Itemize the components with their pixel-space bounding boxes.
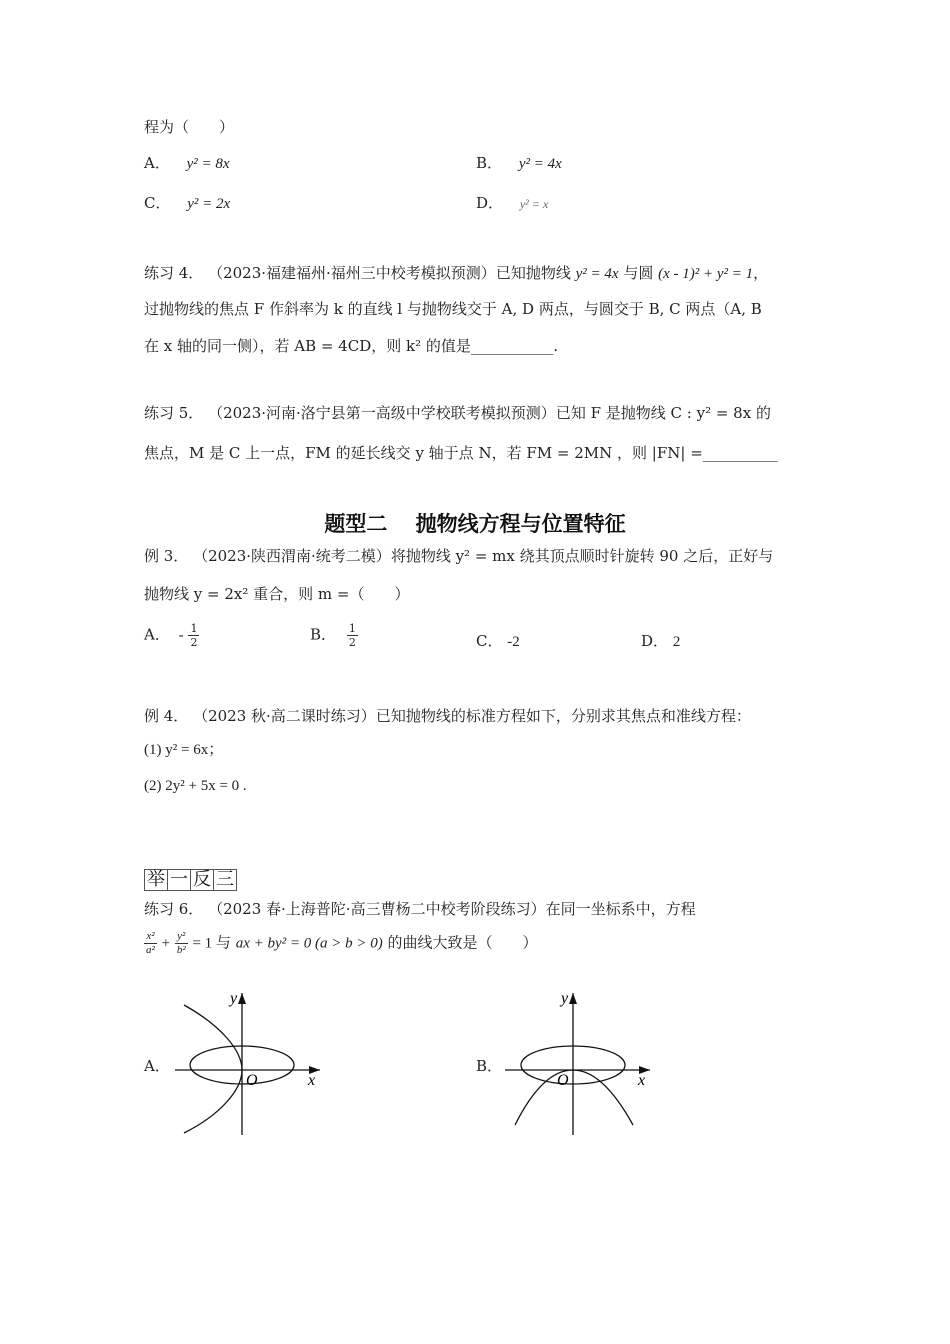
graph-option-b-label[interactable]: B． bbox=[476, 1057, 503, 1075]
option-label: C． bbox=[144, 194, 171, 212]
option-value: -2 bbox=[507, 634, 520, 650]
graph-option-b[interactable] bbox=[495, 985, 675, 1140]
x-axis-label: x bbox=[308, 1072, 316, 1089]
option-expr: y² = 2x bbox=[187, 196, 231, 212]
math-expr: (x - 1)² + y² = 1 bbox=[658, 266, 754, 282]
example-3-line-1 bbox=[144, 545, 773, 566]
option-d[interactable] bbox=[476, 192, 548, 213]
option-expr: y² = x bbox=[519, 197, 549, 211]
origin-label: O bbox=[246, 1072, 258, 1089]
option-label: A． bbox=[144, 625, 170, 644]
fraction-denominator: a² bbox=[146, 944, 155, 956]
example-4-item-1: (1) y² = 6x； bbox=[144, 742, 224, 758]
option-label: D． bbox=[641, 632, 669, 650]
exercise-text: 已知抛物线 bbox=[495, 264, 571, 282]
fraction-denominator: b² bbox=[176, 944, 186, 956]
math-expr: y² = 4x bbox=[575, 266, 619, 282]
minus-sign: - bbox=[178, 625, 184, 644]
exercise-text: 的曲线大致是（ ） bbox=[387, 933, 538, 952]
option-label: C． bbox=[476, 632, 503, 650]
exercise-4-line-3 bbox=[144, 335, 558, 356]
example-source: （2023 秋·高二课时练习） bbox=[193, 707, 376, 725]
badge-char: 反 bbox=[190, 869, 214, 891]
parabola-curve bbox=[515, 1070, 633, 1125]
fraction-x2-a2 bbox=[144, 930, 157, 957]
origin-label: O bbox=[557, 1072, 569, 1089]
y-axis-arrow-icon bbox=[238, 993, 246, 1004]
exercise-5-line-2 bbox=[144, 442, 778, 463]
example-3-line-2: 抛物线 y = 2x² 重合，则 m =（ ） bbox=[144, 585, 410, 603]
example-text: 将抛物线 y² = mx 绕其顶点顺时针旋转 90 之后，正好与 bbox=[390, 547, 774, 565]
graph-option-a-label[interactable]: A． bbox=[144, 1057, 170, 1075]
answer-blank[interactable]: ___________. bbox=[470, 337, 559, 355]
equation-part: ax + by² = 0 (a > b > 0) bbox=[235, 935, 383, 952]
exercise-5-line-1 bbox=[144, 402, 771, 423]
parabola-curve bbox=[184, 1005, 242, 1133]
example-label: 例 4． bbox=[144, 707, 189, 725]
example-3-option-b[interactable] bbox=[310, 622, 358, 649]
example-3-option-c[interactable] bbox=[476, 630, 520, 651]
option-c[interactable] bbox=[144, 192, 230, 213]
x-axis-label: x bbox=[638, 1072, 646, 1089]
fraction-numerator: y² bbox=[175, 930, 188, 944]
exercise-6-line-2 bbox=[144, 930, 538, 957]
example-4-line-1 bbox=[144, 705, 751, 726]
exercise-source: （2023·河南·洛宁县第一高级中学校联考模拟预测） bbox=[208, 404, 556, 422]
y-axis-label: y bbox=[561, 990, 569, 1007]
exercise-6-line-1 bbox=[144, 898, 696, 919]
example-4-item-2: (2) 2y² + 5x = 0 . bbox=[144, 778, 247, 794]
exercise-text: 焦点，M 是 C 上一点，FM 的延长线交 y 轴于点 N，若 FM = 2MN ，则 |FN| = bbox=[144, 444, 703, 462]
option-expr: y² = 8x bbox=[186, 156, 230, 172]
fraction bbox=[347, 622, 358, 649]
option-label: B． bbox=[476, 154, 503, 172]
y-axis-label: y bbox=[230, 990, 238, 1007]
badge-char: 三 bbox=[213, 869, 237, 891]
fraction-denominator: 2 bbox=[348, 636, 356, 649]
fraction-denominator: 2 bbox=[190, 636, 198, 649]
exercise-4-line-1 bbox=[144, 262, 768, 283]
fraction-numerator: 1 bbox=[348, 622, 356, 635]
exercise-label: 练习 4． bbox=[144, 264, 204, 282]
fraction-y2-b2 bbox=[175, 930, 188, 957]
example-label: 例 3． bbox=[144, 547, 189, 565]
example-3-option-d[interactable] bbox=[641, 630, 680, 651]
exercise-text: 在 x 轴的同一侧），若 AB = 4CD，则 k² 的值是 bbox=[144, 337, 471, 355]
graph-option-a[interactable] bbox=[160, 985, 340, 1140]
exercise-label: 练习 5． bbox=[144, 404, 204, 422]
question-tail: 程为（ ） bbox=[144, 118, 235, 136]
option-a[interactable] bbox=[144, 152, 230, 173]
option-label: D． bbox=[476, 194, 504, 212]
badge-char: 举 bbox=[144, 869, 168, 891]
section-title: 题型二 抛物线方程与位置特征 bbox=[324, 512, 626, 536]
fraction bbox=[188, 622, 199, 649]
exercise-text: 在同一坐标系中，方程 bbox=[545, 900, 696, 918]
example-3-option-a[interactable] bbox=[144, 622, 199, 649]
exercise-source: （2023 春·上海普陀·高三曹杨二中校考阶段练习） bbox=[208, 900, 546, 918]
option-label: B． bbox=[310, 625, 337, 644]
exercise-text: 已知 F 是抛物线 C : y² = 8x 的 bbox=[555, 404, 771, 422]
punctuation: ， bbox=[753, 264, 769, 282]
option-b[interactable] bbox=[476, 152, 562, 173]
exercise-source: （2023·福建福州·福州三中校考模拟预测） bbox=[208, 264, 496, 282]
fraction-numerator: 1 bbox=[190, 622, 198, 635]
option-value: 2 bbox=[672, 634, 681, 650]
exercise-4-line-2: 过抛物线的焦点 F 作斜率为 k 的直线 l 与抛物线交于 A, D 两点，与圆交于 B, C 两点（A, B bbox=[144, 300, 762, 318]
example-source: （2023·陕西渭南·统考二模） bbox=[193, 547, 391, 565]
y-axis-arrow-icon bbox=[569, 993, 577, 1004]
practice-badge bbox=[144, 869, 236, 891]
equation-part: = 1 与 bbox=[192, 935, 231, 952]
fraction-numerator: x² bbox=[144, 930, 157, 944]
exercise-text: 与圆 bbox=[623, 264, 654, 282]
exercise-label: 练习 6． bbox=[144, 900, 204, 918]
badge-char: 一 bbox=[167, 869, 191, 891]
option-expr: y² = 4x bbox=[518, 156, 562, 172]
example-text: 已知抛物线的标准方程如下，分别求其焦点和准线方程： bbox=[375, 707, 751, 725]
plus-sign: + bbox=[161, 935, 171, 952]
option-label: A． bbox=[144, 154, 170, 172]
answer-blank[interactable]: __________ bbox=[702, 444, 778, 462]
